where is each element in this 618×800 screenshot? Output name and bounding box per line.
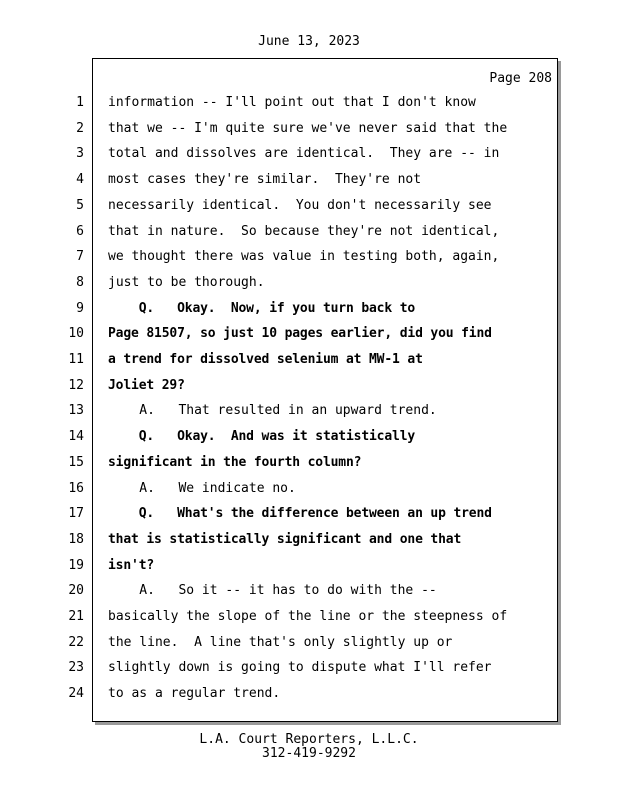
- line-text: we thought there was value in testing both, again,: [108, 249, 500, 265]
- transcript-date: June 13, 2023: [258, 34, 360, 49]
- line-number: 3: [76, 146, 84, 162]
- transcript-line: [0, 170, 618, 190]
- line-number: 4: [76, 172, 84, 188]
- transcript-line: [0, 273, 618, 293]
- line-number: 24: [68, 686, 84, 702]
- line-number: 18: [68, 531, 84, 547]
- line-text: A. That resulted in an upward trend.: [108, 403, 437, 419]
- line-text: that is statistically significant and one that: [108, 531, 462, 547]
- line-number: 13: [68, 403, 84, 419]
- line-text: slightly down is going to dispute what I'll refer: [108, 660, 492, 676]
- line-number: 5: [76, 197, 84, 213]
- transcript-line: [0, 427, 618, 447]
- line-text: A. We indicate no.: [108, 480, 296, 496]
- line-number: 21: [68, 609, 84, 624]
- reporter-phone: 312-419-9292: [262, 746, 356, 761]
- line-number: 10: [68, 326, 84, 342]
- line-number: 7: [76, 249, 84, 265]
- transcript-line: [0, 299, 618, 319]
- line-text: most cases they're similar. They're not: [108, 172, 422, 188]
- line-number: 19: [68, 557, 84, 573]
- transcript-line: [0, 93, 618, 113]
- transcript-line: [0, 401, 618, 421]
- line-number: 6: [76, 223, 84, 239]
- transcript-line: [0, 144, 618, 164]
- line-number: 11: [68, 352, 84, 367]
- transcript-line: [0, 247, 618, 267]
- transcript-line: [0, 376, 618, 396]
- transcript-line: [0, 479, 618, 499]
- transcript-line: [0, 530, 618, 550]
- transcript-line: [0, 196, 618, 216]
- line-text: necessarily identical. You don't necessarily see: [108, 197, 492, 213]
- transcript-line: [0, 324, 618, 344]
- line-number: 2: [76, 120, 84, 136]
- line-number: 12: [68, 377, 84, 393]
- line-number: 20: [68, 583, 84, 599]
- line-number: 9: [76, 300, 84, 316]
- line-number: 14: [68, 429, 84, 445]
- transcript-line: [0, 222, 618, 242]
- line-text: to as a regular trend.: [108, 686, 281, 702]
- line-number: 23: [68, 660, 84, 676]
- line-text: the line. A line that's only slightly up or: [108, 634, 453, 650]
- transcript-line: [0, 556, 618, 576]
- transcript-line: [0, 119, 618, 139]
- page-number: Page 208: [489, 71, 552, 86]
- line-text: Page 81507, so just 10 pages earlier, did you find: [108, 326, 492, 342]
- line-number: 1: [76, 95, 84, 110]
- line-text: information -- I'll point out that I don't know: [108, 95, 476, 110]
- line-text: Q. Okay. Now, if you turn back to: [108, 300, 416, 316]
- line-text: a trend for dissolved selenium at MW-1 at: [108, 352, 423, 367]
- reporter-footer: [0, 733, 618, 761]
- transcript-line: [0, 607, 618, 627]
- line-number: 8: [76, 274, 84, 290]
- transcript-line: [0, 504, 618, 524]
- line-text: significant in the fourth column?: [108, 454, 362, 470]
- line-text: Q. What's the difference between an up trend: [108, 506, 492, 522]
- line-text: total and dissolves are identical. They are -- in: [108, 146, 500, 162]
- transcript-line: [0, 633, 618, 653]
- transcript-line: [0, 453, 618, 473]
- transcript-line: [0, 684, 618, 704]
- transcript-line: [0, 658, 618, 678]
- line-text: basically the slope of the line or the steepness of: [108, 609, 508, 624]
- line-text: that we -- I'm quite sure we've never said that the: [108, 120, 508, 136]
- line-number: 17: [68, 506, 84, 522]
- line-number: 16: [68, 480, 84, 496]
- transcript-line: [0, 581, 618, 601]
- line-text: just to be thorough.: [108, 274, 265, 290]
- line-text: Joliet 29?: [108, 377, 185, 393]
- line-text: A. So it -- it has to do with the --: [108, 583, 437, 599]
- line-text: Q. Okay. And was it statistically: [108, 429, 416, 445]
- line-text: isn't?: [108, 557, 155, 573]
- line-text: that in nature. So because they're not identical,: [108, 223, 500, 239]
- reporter-company: L.A. Court Reporters, L.L.C.: [199, 732, 419, 747]
- transcript-line: [0, 350, 618, 370]
- line-number: 15: [68, 454, 84, 470]
- line-number: 22: [68, 634, 84, 650]
